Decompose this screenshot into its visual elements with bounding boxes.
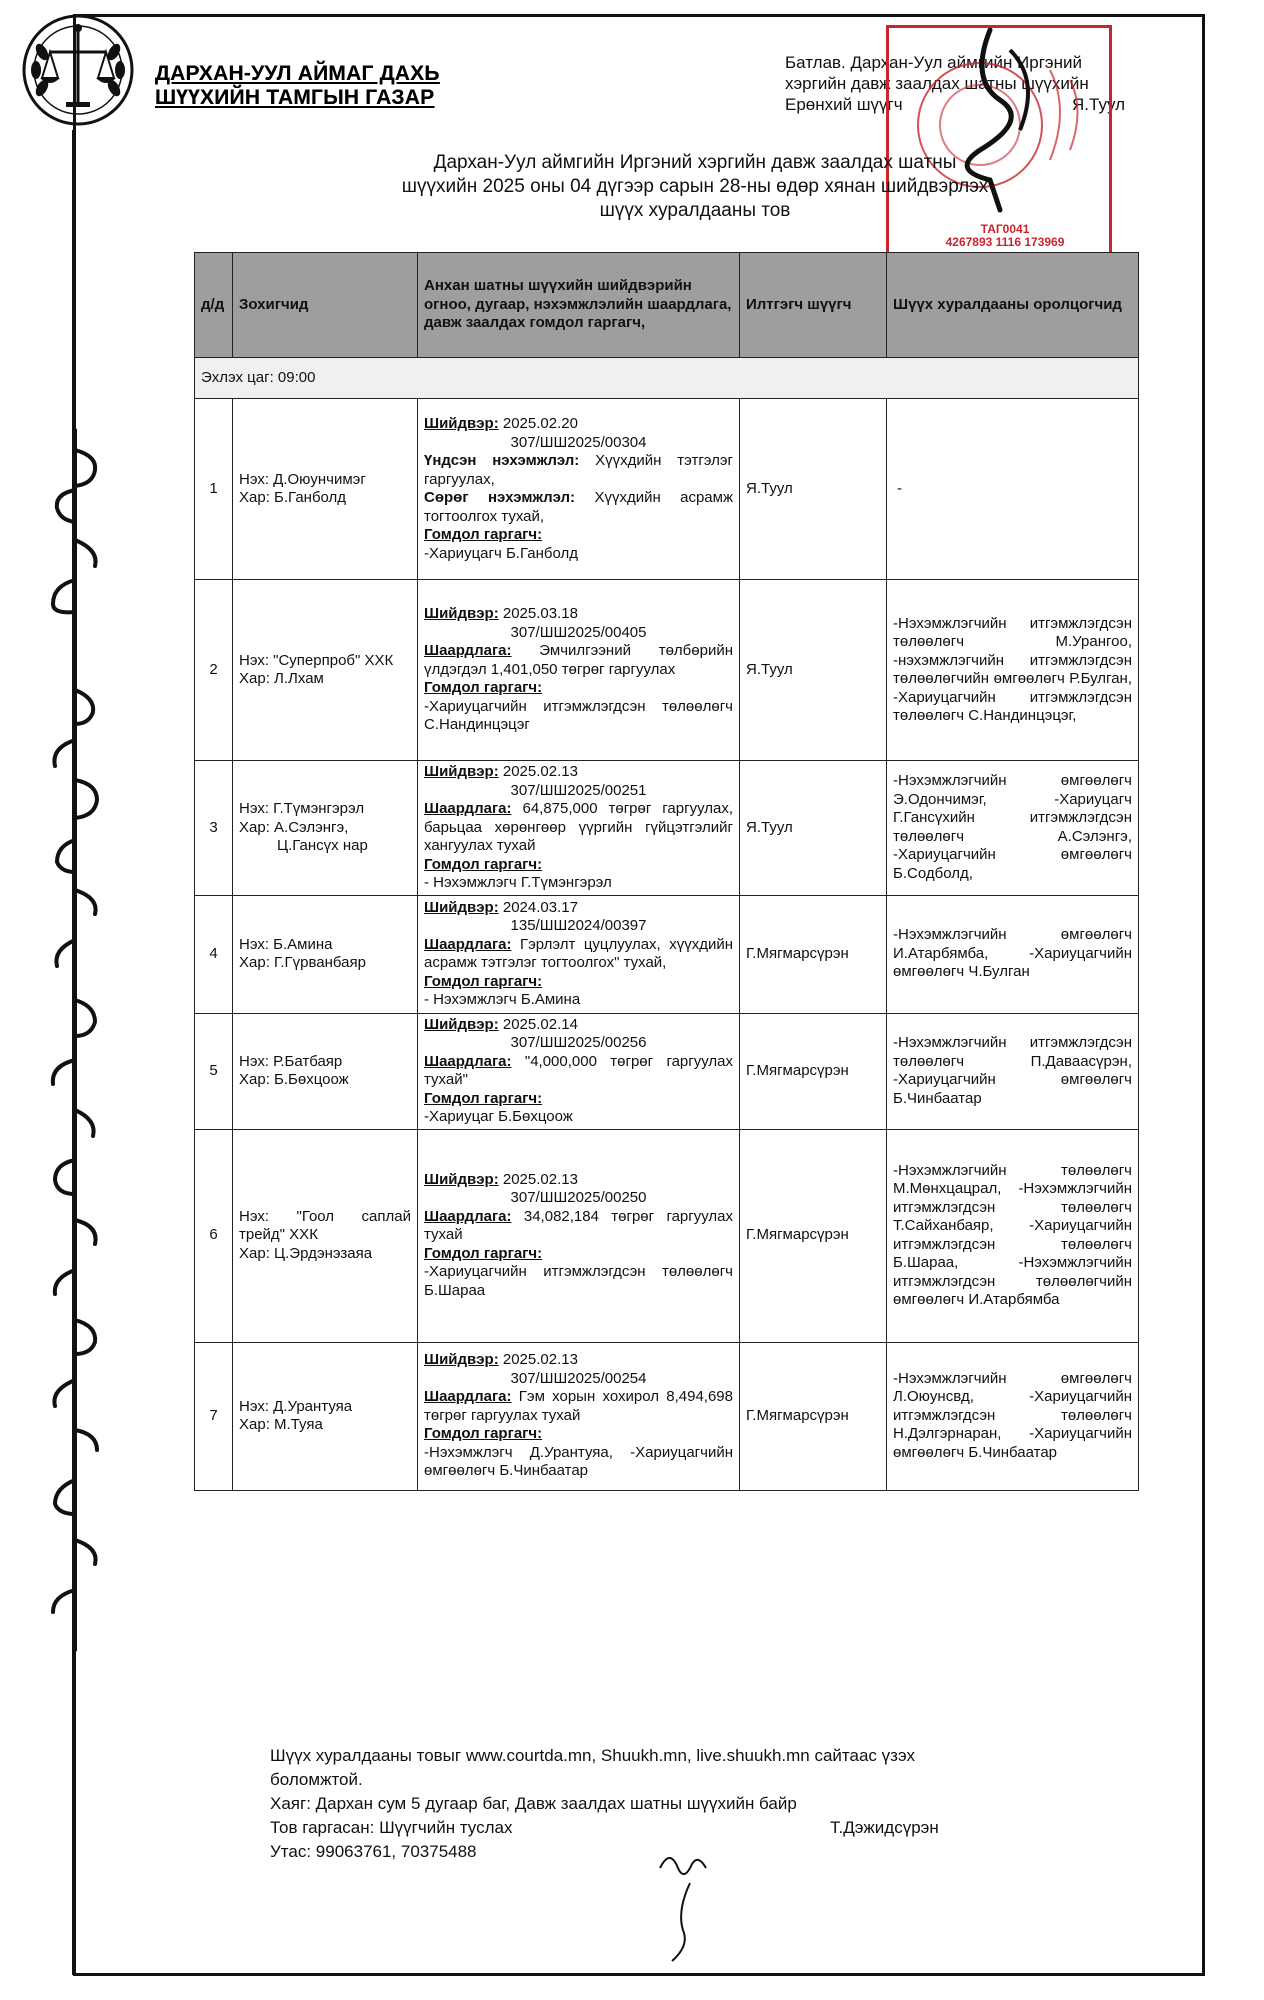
defendant: Хар: А.Сэлэнгэ,: [239, 818, 349, 836]
decision-number: 307/ШШ2025/00405: [510, 623, 647, 641]
claim-label: Шаардлага:: [424, 1052, 512, 1070]
decision-date-line: [424, 899, 733, 918]
approval-chief-title: Ерөнхий шүүгч: [785, 95, 903, 114]
row-parties: [233, 1342, 418, 1490]
row-number: 6: [195, 1129, 233, 1342]
decision-number: 307/ШШ2025/00304: [510, 433, 647, 451]
assistant-signature-icon: [650, 1838, 720, 1968]
claim-line: [424, 452, 733, 489]
decision-date: 2025.02.13: [502, 1170, 578, 1188]
decision-number: 307/ШШ2025/00250: [510, 1189, 647, 1207]
row-participants: -Нэхэмжлэгчийн итгэмжлэгдсэн төлөөлөгч П.Даваасүрэн, -Хариуцагчийн өмгөөлөгч Б.Чинбаатар: [887, 1013, 1139, 1129]
row-parties: [233, 1013, 418, 1129]
claim-label: Шаардлага:: [424, 642, 512, 660]
row-judge: Я.Туул: [740, 580, 887, 761]
table-row: [195, 1342, 1139, 1490]
table-row: [195, 1129, 1139, 1342]
title-line-1: Дархан-Уул аймгийн Иргэний хэргийн давж заалдах шатны: [433, 152, 957, 173]
row-participants: -Нэхэмжлэгчийн өмгөөлөгч Л.Оюунсвд, -Хариуцагчийн итгэмжлэгдсэн төлөөлөгч Н.Дэлгэрнаран, -Хариуцагчийн өмгөөлөгч Б.Чинбаатар: [887, 1342, 1139, 1490]
row-participants: -Нэхэмжлэгчийн өмгөөлөгч И.Атарбямба, -Хариуцагчийн өмгөөлөгч Ч.Булган: [887, 895, 1139, 1013]
counter-claim-label: Сөрөг нэхэмжлэл:: [424, 489, 576, 506]
decision-date: 2025.03.18: [502, 605, 578, 623]
row-parties: [233, 399, 418, 580]
row-number: 5: [195, 1013, 233, 1129]
claim-label: Шаардлага:: [424, 1207, 512, 1225]
decision-label: Шийдвэр:: [424, 1170, 499, 1188]
stamp-code: [930, 223, 1080, 249]
vertical-mongolian-script: [30, 420, 120, 1660]
row-number: 7: [195, 1342, 233, 1490]
row-parties: [233, 761, 418, 896]
row-parties: [233, 895, 418, 1013]
claim-text: Гэм хорын хохирол 8,494,698 төгрөг гаргуулах тухай: [424, 1388, 733, 1424]
plaintiff: Нэх: Г.Түмэнгэрэл: [239, 800, 365, 817]
appeal-text: -Нэхэмжлэгч Д.Урантуяа, -Хариуцагчийн өмгөөлөгч Б.Чинбаатар: [424, 1443, 733, 1480]
defendant: Хар: Л.Лхам: [239, 670, 324, 687]
claim-text: "4,000,000 төгрөг гаргуулах тухай": [424, 1052, 734, 1088]
appeal-label: Гомдол гаргагч:: [424, 526, 543, 543]
claim-line: [424, 642, 733, 679]
appeal-label: Гомдол гаргагч:: [424, 1244, 543, 1262]
decision-number: 307/ШШ2025/00256: [510, 1034, 647, 1051]
appeal-text: - Нэхэмжлэгч Г.Түмэнгэрэл: [424, 874, 612, 891]
defendant: Хар: Б.Бөхцоож: [239, 1071, 349, 1088]
claim-label: Шаардлага:: [424, 1388, 512, 1406]
approval-line-2: хэргийн давж заалдах шатны шүүхийн: [785, 74, 1089, 93]
appeal-label: Гомдол гаргагч:: [424, 1089, 543, 1107]
table-row: [195, 895, 1139, 1013]
row-decision: [418, 1342, 740, 1490]
org-line-2: ШҮҮХИЙН ТАМГЫН ГАЗАР: [155, 86, 435, 109]
stamp-code-line-1: ТАГ0041: [980, 222, 1030, 236]
claim-label: Үндсэн нэхэмжлэл:: [424, 452, 580, 469]
header-judge: Илтгэгч шүүгч: [740, 253, 887, 358]
plaintiff: Нэх: Б.Амина: [239, 935, 333, 953]
row-decision: [418, 1013, 740, 1129]
appeal-text: -Хариуцаг Б.Бөхцоож: [424, 1108, 573, 1125]
footer-address: Хаяг: Дархан сум 5 дугаар баг, Давж заалдах шатны шүүхийн байр: [270, 1794, 797, 1813]
decision-number: 307/ШШ2025/00254: [510, 1369, 647, 1387]
row-decision: [418, 1129, 740, 1342]
claim-text: 34,082,184 төгрөг гаргуулах тухай: [424, 1207, 734, 1244]
defendant: Хар: Ц.Эрдэнэзаяа: [239, 1244, 373, 1262]
row-judge: Я.Туул: [740, 761, 887, 896]
row-judge: Я.Туул: [740, 399, 887, 580]
row-judge: Г.Мягмарсүрэн: [740, 1013, 887, 1129]
decision-number: 307/ШШ2025/00251: [510, 781, 647, 799]
header-participants: Шүүх хуралдааны оролцогчид: [887, 253, 1139, 358]
header-parties: Зохигчид: [233, 253, 418, 358]
row-participants: -: [887, 399, 1139, 580]
appeal-label: Гомдол гаргагч:: [424, 1425, 543, 1443]
decision-date-line: [424, 605, 733, 624]
row-participants: -Нэхэмжлэгчийн төлөөлөгч М.Мөнхцацрал, -Нэхэмжлэгчийн итгэмжлэгдсэн төлөөлөгч Т.Сайханбаяр, -Хариуцагчийн итгэмжлэгдсэн төлөөлөгч Б.Шараа, -Нэхэмжлэгчийн итгэмжлэгдсэн төлөөлөгчийн өмгөөлөгч И.Атарбямба: [887, 1129, 1139, 1342]
table-header-row: [195, 253, 1139, 358]
claim-line: [424, 800, 733, 856]
claim-text: 64,875,000 төгрөг гаргуулах, барьцаа хөрөнгөөр үүргийн гүйцэтгэлийг хангуулах тухай: [424, 800, 734, 854]
appeal-text: - Нэхэмжлэгч Б.Амина: [424, 991, 581, 1008]
court-emblem-icon: [20, 12, 136, 128]
row-decision: [418, 399, 740, 580]
decision-date-line: [424, 1171, 733, 1190]
appeal-text: -Хариуцагчийн итгэмжлэгдсэн төлөөлөгч Б.Шараа: [424, 1263, 733, 1299]
table-row: [195, 761, 1139, 896]
plaintiff: Нэх: Д.Оюунчимэг: [239, 470, 366, 488]
row-parties: [233, 580, 418, 761]
header-num: д/д: [195, 253, 233, 358]
plaintiff: Нэх: Д.Урантуяа: [239, 1397, 353, 1415]
defendant: Хар: Б.Ганболд: [239, 489, 347, 506]
counter-claim-text: Хүүхдийн асрамж тогтоолгох тухай,: [424, 489, 734, 525]
hearing-schedule-table: [194, 252, 1139, 1491]
claim-label: Шаардлага:: [424, 935, 512, 953]
appeal-label: Гомдол гаргагч:: [424, 972, 543, 990]
row-parties: [233, 1129, 418, 1342]
row-judge: Г.Мягмарсүрэн: [740, 1129, 887, 1342]
footer-website-note-cont: боломжтой.: [270, 1770, 363, 1789]
row-participants: -Нэхэмжлэгчийн өмгөөлөгч Э.Одончимэг, -Хариуцагч Г.Гансүхийн итгэмжлэгдсэн төлөөлөгч А.Сэлэнгэ, -Хариуцагчийн өмгөөлөгч Б.Содболд,: [887, 761, 1139, 896]
decision-date: 2025.02.14: [502, 1015, 578, 1033]
decision-label: Шийдвэр:: [424, 415, 499, 432]
claim-line: [424, 1053, 733, 1090]
org-line-1: ДАРХАН-УУЛ АЙМАГ ДАХЬ: [155, 62, 440, 85]
appeal-label: Гомдол гаргагч:: [424, 679, 543, 697]
document-title: [330, 151, 1060, 223]
row-number: 3: [195, 761, 233, 896]
claim-label: Шаардлага:: [424, 800, 512, 817]
decision-date-line: [424, 1351, 733, 1370]
start-time-row: [195, 358, 1139, 399]
decision-label: Шийдвэр:: [424, 763, 499, 780]
approval-chief-name: Я.Туул: [1072, 95, 1125, 114]
decision-date: 2024.03.17: [502, 898, 578, 916]
plaintiff: Нэх: "Суперпроб" ХХК: [239, 651, 394, 669]
table-row: [195, 399, 1139, 580]
decision-label: Шийдвэр:: [424, 605, 499, 623]
decision-date: 2025.02.13: [502, 1351, 578, 1369]
decision-label: Шийдвэр:: [424, 898, 499, 916]
row-judge: Г.Мягмарсүрэн: [740, 895, 887, 1013]
defendant: Хар: М.Туяа: [239, 1416, 323, 1433]
row-participants: -Нэхэмжлэгчийн итгэмжлэгдсэн төлөөлөгч М.Урангоо, -нэхэмжлэгчийн итгэмжлэгдсэн төлөөлөгчийн өмгөөлөгч Р.Булган, -Хариуцагчийн итгэмжлэгдсэн төлөөлөгч С.Нандинцэцэг,: [887, 580, 1139, 761]
decision-label: Шийдвэр:: [424, 1015, 499, 1033]
decision-number: 135/ШШ2024/00397: [510, 917, 647, 934]
decision-date: 2025.02.13: [502, 763, 578, 780]
footer-website-note: Шүүх хуралдааны товыг www.courtda.mn, Shuukh.mn, live.shuukh.mn сайтаас үзэх: [270, 1746, 915, 1765]
plaintiff: Нэх: "Гоол саплай трейд" ХХК: [239, 1207, 411, 1244]
prepared-by-name: Т.Дэжидсүрэн: [830, 1818, 939, 1837]
appeal-label: Гомдол гаргагч:: [424, 855, 543, 873]
approval-line-1: Батлав. Дархан-Уул аймгийн Иргэний: [785, 53, 1082, 72]
row-decision: [418, 580, 740, 761]
title-line-3: шүүх хуралдааны тов: [599, 200, 791, 221]
decision-date: 2025.02.20: [502, 415, 578, 432]
footer-phone: Утас: 99063761, 70375488: [270, 1842, 477, 1861]
start-time: Эхлэх цаг: 09:00: [195, 358, 1139, 399]
organization-name: [155, 62, 440, 110]
appeal-text: -Хариуцагч Б.Ганболд: [424, 544, 578, 562]
header-decision: Анхан шатны шүүхийн шийдвэрийн огноо, дугаар, нэхэмжлэлийн шаардлага, давж заалдах гомдол гаргагч,: [418, 253, 740, 358]
claim-line: [424, 1388, 733, 1425]
title-line-2: шүүхийн 2025 оны 04 дүгээр сарын 28-ны өдөр хянан шийдвэрлэх: [401, 176, 989, 197]
claim-text: Хүүхдийн тэтгэлэг гаргуулах,: [424, 452, 733, 488]
prepared-by-title: Тов гаргасан: Шүүгчийн туслах: [270, 1818, 513, 1837]
defendant: Хар: Г.Гүрванбаяр: [239, 954, 366, 971]
decision-date-line: [424, 415, 733, 434]
row-number: 1: [195, 399, 233, 580]
row-decision: [418, 761, 740, 896]
decision-date-line: [424, 1016, 733, 1035]
plaintiff: Нэх: Р.Батбаяр: [239, 1052, 343, 1070]
counter-claim-line: [424, 489, 733, 526]
claim-text: Эмчилгээний төлбөрийн үлдэгдэл 1,401,050 төгрөг гаргуулах: [424, 642, 733, 678]
footer-prepared-by: [270, 1816, 1120, 1840]
row-number: 2: [195, 580, 233, 761]
row-judge: Г.Мягмарсүрэн: [740, 1342, 887, 1490]
table-row: [195, 580, 1139, 761]
defendant-2: Ц.Гансүх нар: [277, 837, 368, 854]
row-decision: [418, 895, 740, 1013]
decision-label: Шийдвэр:: [424, 1351, 499, 1369]
claim-text: Гэрлэлт цуцлуулах, хүүхдийн асрамж тэтгэлэг тогтоолгох" тухай,: [424, 935, 733, 971]
stamp-code-line-2: 4267893 1116 173969: [945, 235, 1065, 249]
appeal-text: -Хариуцагчийн итгэмжлэгдсэн төлөөлөгч С.Нандинцэцэг: [424, 697, 733, 734]
row-number: 4: [195, 895, 233, 1013]
claim-line: [424, 936, 733, 973]
decision-date-line: [424, 763, 733, 782]
claim-line: [424, 1208, 733, 1245]
table-row: [195, 1013, 1139, 1129]
